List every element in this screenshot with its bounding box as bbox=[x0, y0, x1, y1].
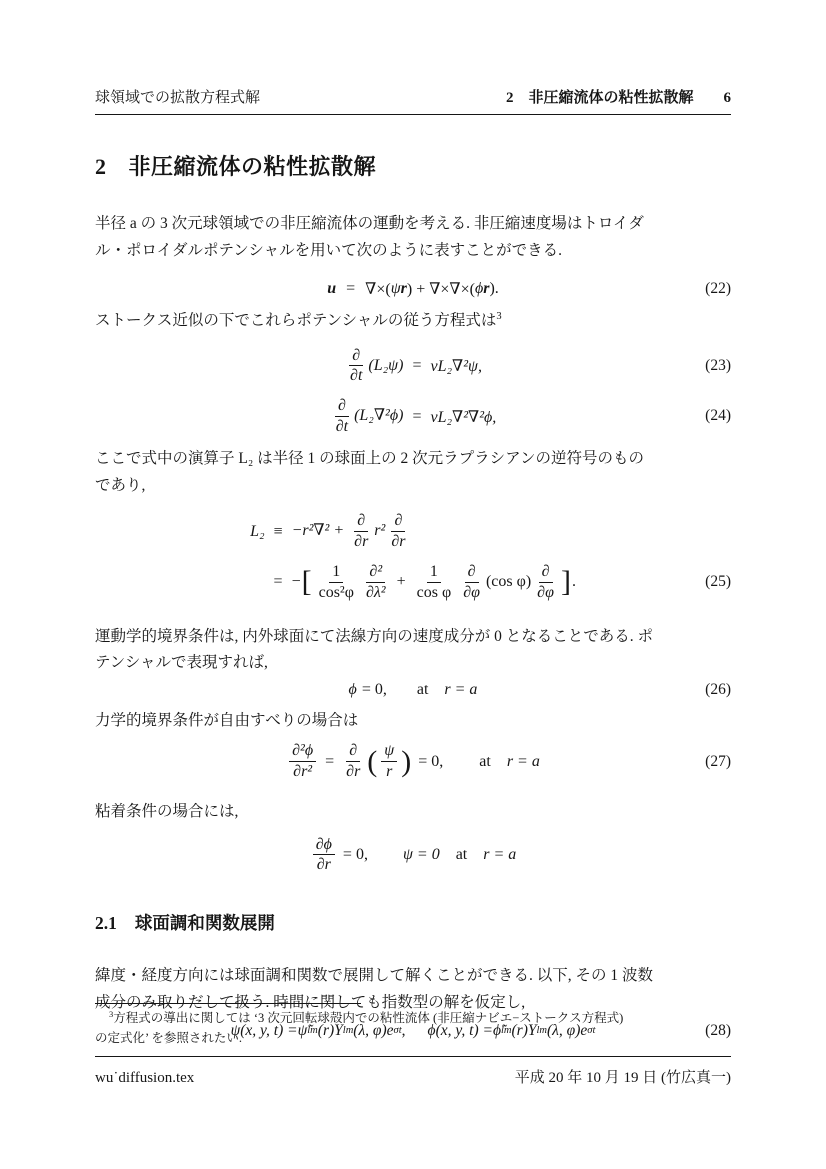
text-column bbox=[95, 86, 731, 1040]
math-phi: ϕ bbox=[348, 680, 357, 698]
section-title: 非圧縮流体の粘性拡散解 bbox=[128, 154, 377, 179]
fraction bbox=[333, 397, 351, 436]
eq24-rhs: νL₂∇²∇²ϕ, bbox=[430, 408, 497, 426]
paragraph-line: であり, bbox=[95, 476, 146, 494]
fraction-denominator: cos²φ bbox=[318, 583, 354, 601]
eq25-rel2: = bbox=[273, 573, 283, 591]
footer-date: 平成 20 年 10 月 19 日 (竹広真一) bbox=[514, 1070, 731, 1086]
fraction-numerator: ∂² bbox=[366, 563, 385, 583]
math-psi: ψ bbox=[390, 280, 401, 297]
equation-number: (26) bbox=[705, 680, 731, 698]
paragraph-operator bbox=[95, 446, 731, 499]
math-term: = 0, bbox=[361, 680, 387, 698]
fraction-denominator: ∂r² bbox=[293, 763, 313, 781]
paragraph-line: 成分のみ取りだして扱う. 時間に関しても指数型の解を仮定し, bbox=[95, 993, 526, 1011]
math-term: r = a bbox=[506, 752, 540, 770]
fraction-denominator: ∂r bbox=[316, 856, 331, 874]
math-at: at bbox=[479, 752, 491, 770]
fraction-denominator: ∂t bbox=[335, 418, 349, 436]
equation-number: (22) bbox=[705, 280, 731, 297]
math-u: u bbox=[327, 280, 337, 297]
fraction bbox=[381, 742, 397, 781]
fraction bbox=[460, 563, 483, 602]
equation-22 bbox=[95, 279, 731, 299]
footnote-marker: 3 bbox=[496, 310, 502, 322]
subsection-heading bbox=[95, 910, 731, 935]
fraction-numerator: ∂ bbox=[391, 512, 405, 532]
fraction-numerator: ∂ bbox=[465, 563, 479, 583]
fraction-denominator: ∂t bbox=[350, 367, 363, 385]
equation-22-body bbox=[95, 279, 731, 299]
math-term: (r)Y bbox=[511, 1022, 537, 1040]
paragraph-line: ここで式中の演算子 L₂ は半径 1 の球面上の 2 次元ラプラシアンの逆符号のもの bbox=[95, 450, 645, 468]
math-term: (r)Y bbox=[317, 1022, 343, 1040]
fraction-denominator: ∂r bbox=[354, 533, 369, 551]
equation-number: (28) bbox=[705, 1022, 731, 1040]
math-term: (L₂∇²ϕ) bbox=[354, 407, 404, 425]
header-doc-title: 球領域での拡散方程式解 bbox=[95, 90, 261, 106]
math-rel: = bbox=[346, 280, 356, 297]
fraction-numerator: 1 bbox=[329, 563, 343, 583]
math-rel: = 0, bbox=[418, 752, 444, 770]
equation-26 bbox=[95, 681, 731, 699]
math-term: (λ, φ)e bbox=[547, 1022, 588, 1040]
paragraph-freeslip bbox=[95, 708, 731, 735]
math-term: (L₂ψ) bbox=[368, 356, 404, 374]
math-r-vector: r bbox=[483, 280, 490, 297]
page-footer bbox=[95, 1056, 731, 1087]
header-section-title: 2 非圧縮流体の粘性拡散解 bbox=[505, 90, 694, 106]
math-term: r = a bbox=[483, 845, 517, 863]
footer-filename: wu˙diffusion.tex bbox=[95, 1070, 195, 1086]
paragraph-line: 運動学的境界条件は, 内外球面にて法線方向の速度成分が 0 となることである. ポ bbox=[95, 627, 654, 645]
section-number: 2 bbox=[95, 154, 107, 179]
eq24-rel: = bbox=[412, 407, 422, 425]
footnote-rule bbox=[95, 1003, 361, 1004]
fraction-denominator: ∂φ bbox=[463, 583, 480, 601]
math-term: r = a bbox=[444, 680, 478, 698]
fraction-denominator: r bbox=[386, 763, 393, 781]
header-page-number: 6 bbox=[723, 90, 731, 106]
paragraph-line: ル・ポロイダルポテンシャルを用いて次のように表すことができる. bbox=[95, 241, 562, 259]
paragraph-text: ストークス近似の下でこれらポテンシャルの従う方程式は bbox=[95, 312, 497, 329]
fraction bbox=[363, 563, 389, 602]
math-term: ∇×( bbox=[365, 281, 391, 298]
header-right bbox=[506, 86, 731, 107]
fraction bbox=[388, 512, 408, 551]
math-phi-tilde: ϕ̃ bbox=[492, 1022, 501, 1040]
footnote-line bbox=[95, 1009, 731, 1029]
equation-27 bbox=[95, 742, 731, 781]
paragraph-line: 緯度・経度方向には球面調和関数で展開して解くことができる. 以下, その 1 波数 bbox=[95, 967, 654, 985]
math-term: ). bbox=[489, 280, 499, 297]
footnote-text: 方程式の導出に関しては ‘3 次元回転球殻内での粘性流体 (非圧縮ナビエ−ストークス方程式) bbox=[113, 1011, 624, 1025]
math-rel: = 0, bbox=[342, 845, 368, 863]
fraction-numerator: 1 bbox=[427, 563, 441, 583]
math-rel: = bbox=[325, 752, 335, 770]
fraction-numerator: ∂ bbox=[349, 347, 363, 367]
eq24-lhs bbox=[330, 397, 404, 436]
fraction-numerator: ∂²ϕ bbox=[289, 742, 316, 762]
fraction-numerator: ∂ bbox=[539, 563, 553, 583]
math-phi: ϕ bbox=[474, 280, 484, 297]
eq25-rhs2 bbox=[292, 563, 576, 602]
subsection-title: 球面調和関数展開 bbox=[134, 913, 275, 934]
math-r-vector: r bbox=[400, 280, 407, 297]
equation-28-body: ψ(x, y, t) = ψ̃ lm (r)Y lm (λ, φ)e σt , ϕ(x, y, t) = ϕ̃ lm (r)Y lm (λ, φ)e σt bbox=[230, 1022, 596, 1040]
eq23-rhs: νL₂∇²ψ, bbox=[430, 357, 482, 375]
equation-number: (25) bbox=[705, 573, 731, 591]
equation-26-body bbox=[95, 681, 731, 699]
fraction-numerator: ∂ϕ bbox=[313, 836, 335, 856]
equation-25 bbox=[95, 512, 731, 602]
fraction bbox=[414, 563, 455, 602]
equation-number: (24) bbox=[705, 407, 731, 425]
fraction-numerator: ∂ bbox=[354, 512, 368, 532]
paragraph-noslip bbox=[95, 799, 731, 826]
math-comma: , bbox=[401, 1022, 406, 1040]
fraction-denominator: ∂r bbox=[391, 533, 406, 551]
fraction-denominator: ∂λ² bbox=[365, 583, 386, 601]
paragraph-line: 粘着条件の場合には, bbox=[95, 803, 239, 821]
paragraph-line: 半径 a の 3 次元球領域での非圧縮流体の運動を考える. 非圧縮速度場はトロイダ bbox=[95, 215, 644, 232]
math-term: ) + ∇×∇×( bbox=[406, 281, 475, 298]
paragraph-line: テンシャルで表現すれば, bbox=[95, 654, 268, 672]
math-at: at bbox=[416, 680, 429, 698]
fraction-denominator: ∂φ bbox=[537, 583, 554, 601]
math-term: (λ, φ)e bbox=[353, 1022, 394, 1040]
equation-grid bbox=[95, 512, 731, 602]
fraction bbox=[347, 347, 365, 386]
eq25-lhs: L₂ bbox=[250, 522, 265, 540]
paragraph-line: 力学的境界条件が自由すべりの場合は bbox=[95, 711, 359, 729]
footnote bbox=[95, 1003, 731, 1048]
math-minus: − bbox=[291, 573, 301, 591]
paragraph-stokes bbox=[95, 308, 731, 335]
math-at: at bbox=[455, 845, 468, 863]
equation-number: (23) bbox=[705, 357, 731, 375]
equation-27-body: $\frac{\text{∂²ϕ}}{\text{∂r²}}$ = $\frac{\partial}{\partial r}$ ( $\frac{\psi}{r}$ ) = 0, at r = a bbox=[95, 742, 731, 781]
math-term: ϕ(x, y, t) = bbox=[427, 1022, 493, 1040]
fraction-numerator: ∂ bbox=[335, 397, 349, 417]
math-term: ψ(x, y, t) = bbox=[230, 1022, 298, 1040]
equation-number: (27) bbox=[705, 752, 731, 770]
paragraph-line bbox=[95, 308, 731, 335]
fraction-denominator: cos φ bbox=[416, 583, 452, 601]
eq25-rhs1 bbox=[292, 512, 412, 551]
paragraph-kinematic-bc bbox=[95, 624, 731, 677]
fraction-denominator: ∂r bbox=[346, 763, 361, 781]
section-heading bbox=[95, 150, 731, 181]
footnote-marker: 3 bbox=[109, 1008, 114, 1019]
left-bracket: [ bbox=[301, 565, 312, 599]
fraction-numerator: ∂ bbox=[346, 742, 360, 762]
fraction bbox=[316, 563, 357, 602]
equation-noslip-body bbox=[95, 836, 731, 875]
equation-grid bbox=[95, 347, 731, 437]
fraction bbox=[534, 563, 557, 602]
fraction bbox=[343, 742, 363, 781]
eq23-lhs bbox=[344, 347, 403, 386]
footnote-line: の定式化’ を参照されたい. bbox=[95, 1030, 242, 1045]
fraction bbox=[313, 836, 335, 875]
math-term: ψ = 0 bbox=[402, 845, 440, 863]
subsection-number: 2.1 bbox=[95, 913, 117, 934]
fraction-numerator: ψ bbox=[381, 742, 397, 762]
math-psi-tilde: ψ̃ bbox=[297, 1022, 308, 1040]
fraction bbox=[351, 512, 371, 551]
math-period: . bbox=[571, 573, 576, 591]
eq23-rel: = bbox=[412, 356, 422, 374]
eq25-rel1: ≡ bbox=[273, 522, 283, 540]
math-term: (cos φ) bbox=[485, 573, 532, 591]
page-header bbox=[95, 86, 731, 115]
fraction bbox=[289, 742, 316, 781]
equation-23-24 bbox=[95, 347, 731, 437]
equation-noslip bbox=[95, 836, 731, 875]
math-term: r² bbox=[374, 522, 386, 540]
right-bracket: ] bbox=[560, 565, 571, 599]
paragraph-intro bbox=[95, 211, 731, 264]
math-term: −r²∇² + bbox=[291, 522, 349, 540]
math-plus: + bbox=[396, 573, 406, 591]
